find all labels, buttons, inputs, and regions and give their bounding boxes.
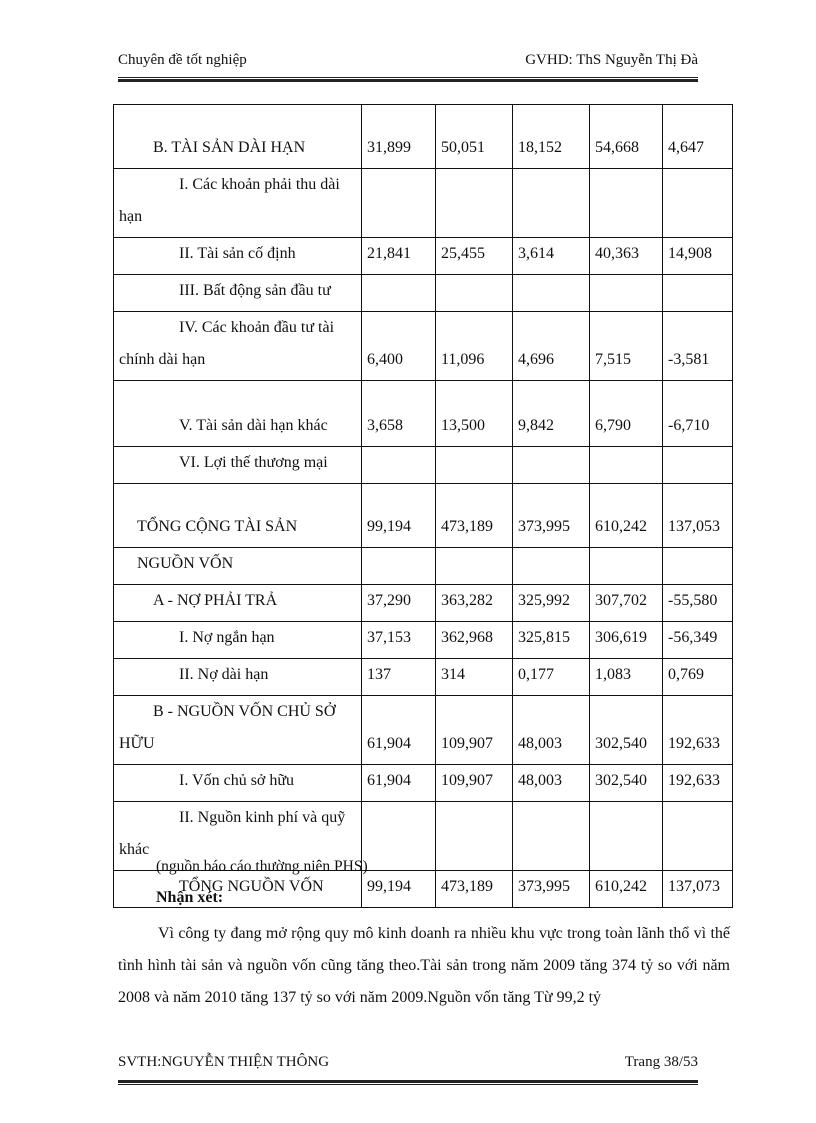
table-row — [114, 238, 733, 275]
row-label-line: II. Nguồn kinh phí và quỹ — [179, 809, 346, 826]
table-row — [114, 381, 733, 447]
row-label-line: III. Bất động sản đầu tư — [179, 282, 331, 299]
value-cell — [513, 548, 590, 585]
value-cell: 37,290 — [362, 585, 436, 622]
row-label-line: khác — [119, 841, 150, 858]
value-cell: 325,992 — [513, 585, 590, 622]
row-label-line: TỔNG NGUỒN VỐN — [179, 878, 324, 895]
value-cell: 302,540 — [590, 696, 663, 765]
row-label-line: HỮU — [119, 735, 155, 752]
row-label — [114, 105, 362, 169]
value-cell — [663, 169, 733, 238]
value-cell — [663, 548, 733, 585]
row-label-line: II. Nợ dài hạn — [179, 666, 269, 683]
value-cell: 137,073 — [663, 871, 733, 908]
value-cell: 0,769 — [663, 659, 733, 696]
value-cell: 21,841 — [362, 238, 436, 275]
table-row — [114, 312, 733, 381]
row-label — [114, 765, 362, 802]
value-cell — [663, 275, 733, 312]
value-cell: 3,658 — [362, 381, 436, 447]
value-cell: 54,668 — [590, 105, 663, 169]
balance-sheet-body — [114, 105, 733, 908]
row-label — [114, 585, 362, 622]
value-cell: 11,096 — [436, 312, 513, 381]
value-cell — [590, 548, 663, 585]
value-cell — [436, 169, 513, 238]
value-cell — [513, 802, 590, 871]
value-cell: 473,189 — [436, 871, 513, 908]
value-cell — [513, 275, 590, 312]
table-row — [114, 275, 733, 312]
value-cell: 610,242 — [590, 871, 663, 908]
value-cell: 373,995 — [513, 871, 590, 908]
row-label-line: II. Tài sản cố định — [179, 245, 296, 262]
row-label — [114, 169, 362, 238]
value-cell: 473,189 — [436, 484, 513, 548]
page-header — [118, 52, 698, 74]
row-label — [114, 312, 362, 381]
value-cell — [590, 275, 663, 312]
row-label-line: NGUỒN VỐN — [137, 555, 234, 572]
value-cell — [362, 169, 436, 238]
value-cell: 99,194 — [362, 871, 436, 908]
value-cell: 61,904 — [362, 765, 436, 802]
value-cell: 18,152 — [513, 105, 590, 169]
value-cell: 99,194 — [362, 484, 436, 548]
row-label — [114, 381, 362, 447]
footer-page-number: Trang 38/53 — [624, 1054, 698, 1070]
header-rule — [118, 77, 698, 82]
value-cell: 307,702 — [590, 585, 663, 622]
row-label-line: hạn — [119, 208, 143, 225]
value-cell: 25,455 — [436, 238, 513, 275]
value-cell — [663, 447, 733, 484]
value-cell: 3,614 — [513, 238, 590, 275]
value-cell: 306,619 — [590, 622, 663, 659]
row-label-line: V. Tài sản dài hạn khác — [179, 417, 328, 434]
row-label — [114, 659, 362, 696]
value-cell — [362, 275, 436, 312]
row-label — [114, 622, 362, 659]
commentary-paragraph: Vì công ty đang mở rộng quy mô kinh doanh ra nhiều khu vực trong toàn lãnh thổ vì thế tình hình tài sản và nguồn vốn cũng tăng theo.Tài sản trong năm 2009 tăng 374 tỷ so với năm 2008 và năm 2010 tăng 137 tỷ so với năm 2009.Nguồn vốn tăng Từ 99,2 tỷ — [118, 925, 730, 1006]
table-row — [114, 622, 733, 659]
source-note: (nguồn báo cáo thường niên PHS) — [156, 858, 368, 875]
value-cell: 362,968 — [436, 622, 513, 659]
row-label — [114, 447, 362, 484]
value-cell: -6,710 — [663, 381, 733, 447]
value-cell: 363,282 — [436, 585, 513, 622]
row-label-line: I. Các khoản phải thu dài — [179, 176, 340, 193]
value-cell — [513, 169, 590, 238]
value-cell: 325,815 — [513, 622, 590, 659]
row-label — [114, 696, 362, 765]
balance-sheet-table — [113, 104, 733, 908]
row-label-line: I. Vốn chủ sở hữu — [179, 772, 295, 789]
value-cell: 137,053 — [663, 484, 733, 548]
table-row — [114, 105, 733, 169]
row-label — [114, 548, 362, 585]
value-cell: 302,540 — [590, 765, 663, 802]
value-cell: -56,349 — [663, 622, 733, 659]
value-cell: -3,581 — [663, 312, 733, 381]
section-heading: Nhận xét: — [156, 889, 224, 906]
footer-rule — [118, 1080, 698, 1085]
row-label-line: I. Nợ ngắn hạn — [179, 629, 275, 646]
table-row — [114, 585, 733, 622]
table-row — [114, 659, 733, 696]
table-row — [114, 548, 733, 585]
row-label-line: chính dài hạn — [119, 351, 206, 368]
value-cell: 7,515 — [590, 312, 663, 381]
value-cell: 610,242 — [590, 484, 663, 548]
value-cell: 6,400 — [362, 312, 436, 381]
value-cell — [513, 447, 590, 484]
table-row — [114, 169, 733, 238]
value-cell — [362, 802, 436, 871]
value-cell — [436, 275, 513, 312]
row-label-line: B - NGUỒN VỐN CHỦ SỞ — [153, 703, 336, 720]
value-cell: 48,003 — [513, 765, 590, 802]
value-cell — [590, 169, 663, 238]
value-cell — [436, 447, 513, 484]
header-course-title: Chuyên đề tốt nghiệp — [118, 52, 247, 68]
value-cell: 4,647 — [663, 105, 733, 169]
value-cell: 9,842 — [513, 381, 590, 447]
row-label — [114, 238, 362, 275]
value-cell: 37,153 — [362, 622, 436, 659]
value-cell: 50,051 — [436, 105, 513, 169]
row-label-line: B. TÀI SẢN DÀI HẠN — [153, 139, 306, 156]
value-cell — [590, 447, 663, 484]
page-footer — [118, 1054, 698, 1076]
table-row — [114, 484, 733, 548]
value-cell: 109,907 — [436, 765, 513, 802]
value-cell: 373,995 — [513, 484, 590, 548]
value-cell — [590, 802, 663, 871]
header-advisor: GVHD: ThS Nguyễn Thị Đà — [525, 52, 698, 68]
value-cell: 14,908 — [663, 238, 733, 275]
row-label-line: TỔNG CỘNG TÀI SẢN — [137, 518, 298, 535]
value-cell: 48,003 — [513, 696, 590, 765]
value-cell: 40,363 — [590, 238, 663, 275]
value-cell: 109,907 — [436, 696, 513, 765]
table-row — [114, 447, 733, 484]
value-cell: 4,696 — [513, 312, 590, 381]
value-cell: 1,083 — [590, 659, 663, 696]
table-row — [114, 696, 733, 765]
value-cell: 61,904 — [362, 696, 436, 765]
row-label-line: IV. Các khoản đầu tư tài — [179, 319, 335, 336]
value-cell — [362, 447, 436, 484]
value-cell: 6,790 — [590, 381, 663, 447]
value-cell: 192,633 — [663, 765, 733, 802]
value-cell: 192,633 — [663, 696, 733, 765]
row-label — [114, 275, 362, 312]
value-cell — [663, 802, 733, 871]
value-cell: 13,500 — [436, 381, 513, 447]
row-label-line: VI. Lợi thế thương mại — [179, 454, 328, 471]
value-cell: 31,899 — [362, 105, 436, 169]
value-cell: -55,580 — [663, 585, 733, 622]
value-cell — [362, 548, 436, 585]
row-label — [114, 871, 362, 908]
row-label-line: A - NỢ PHẢI TRẢ — [153, 592, 278, 609]
value-cell — [436, 548, 513, 585]
table-row — [114, 765, 733, 802]
value-cell: 137 — [362, 659, 436, 696]
value-cell: 0,177 — [513, 659, 590, 696]
value-cell: 314 — [436, 659, 513, 696]
footer-student: SVTH:NGUYỄN THIỆN THÔNG — [118, 1054, 330, 1070]
value-cell — [436, 802, 513, 871]
row-label — [114, 484, 362, 548]
